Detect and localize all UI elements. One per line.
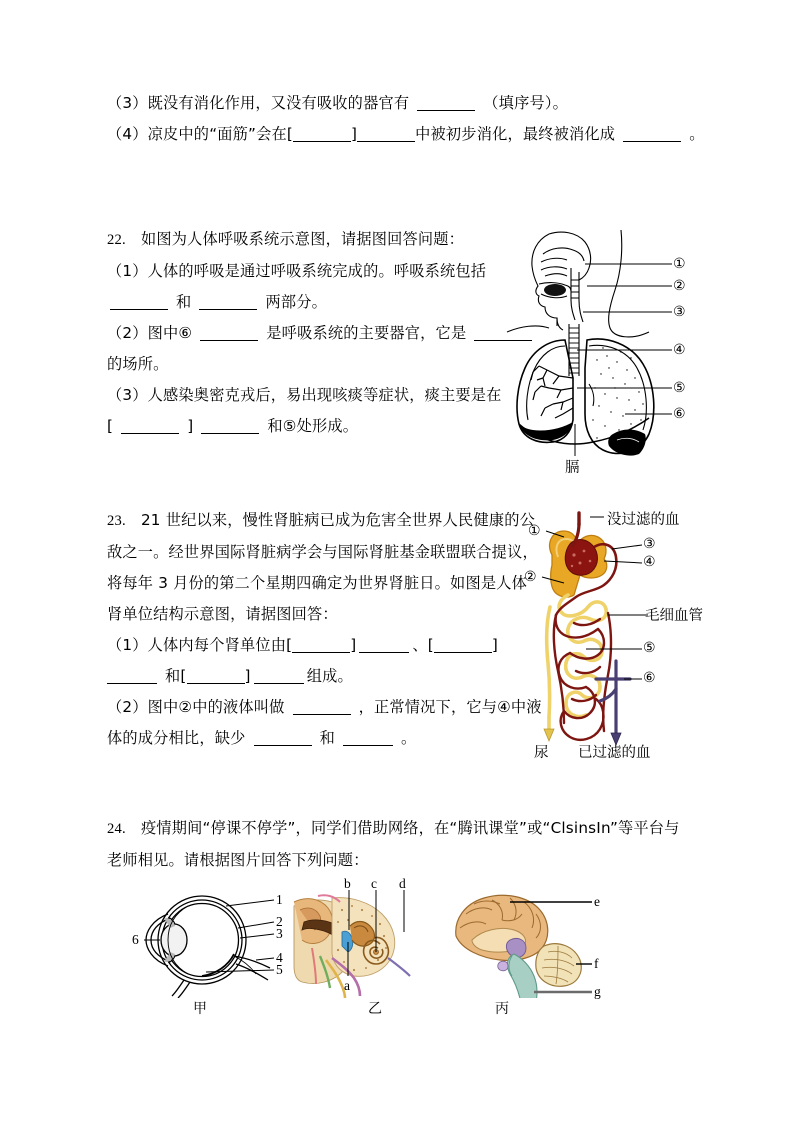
nephron-label-4: ④ bbox=[643, 555, 656, 570]
answer-blank[interactable] bbox=[293, 714, 351, 715]
answer-blank[interactable] bbox=[254, 683, 304, 684]
diaphragm-label: 膈 bbox=[565, 460, 580, 476]
brain-diagram bbox=[452, 888, 622, 998]
carryover-sub4-a: （4）凉皮中的“面筋”会在[ bbox=[107, 125, 293, 143]
carryover-sub4-c: 中被初步消化，最终被消化成 bbox=[415, 125, 616, 143]
answer-blank[interactable] bbox=[359, 652, 409, 653]
answer-blank[interactable] bbox=[417, 110, 475, 111]
q24-stem-1: 疫情期间“停课不停学”，同学们借助网络，在“腾讯课堂”或“ClsinsIn”等平台与 bbox=[140, 819, 680, 837]
brain-figure-caption: 丙 bbox=[495, 1001, 509, 1017]
q23-stem-line3 bbox=[107, 568, 527, 599]
ear-label-a: a bbox=[344, 978, 350, 993]
respiratory-system-diagram bbox=[497, 228, 697, 478]
answer-blank[interactable] bbox=[200, 340, 258, 341]
q23-sub1-a: （1）人体内每个肾单位由[ bbox=[107, 636, 293, 654]
question-22-block bbox=[107, 224, 527, 442]
q22-sub3-b: [ bbox=[107, 417, 114, 435]
unfiltered-blood-label: 没过滤的血 bbox=[607, 512, 680, 528]
answer-blank[interactable] bbox=[121, 433, 179, 434]
q23-number: 23. bbox=[107, 513, 126, 529]
urine-label: 尿 bbox=[534, 745, 549, 761]
respiratory-label-4: ④ bbox=[673, 343, 686, 358]
eye-figure-caption: 甲 bbox=[193, 1001, 207, 1017]
nephron-label-6: ⑥ bbox=[643, 671, 656, 686]
q22-sub1-line1 bbox=[107, 256, 527, 287]
eye-label-1: 1 bbox=[276, 892, 283, 907]
carryover-sub3-tail: （填序号）。 bbox=[483, 94, 569, 112]
filtered-blood-label: 已过滤的血 bbox=[578, 745, 651, 761]
q22-sub1-line2 bbox=[107, 287, 527, 318]
q22-sub2-line1 bbox=[107, 318, 527, 349]
q23-sub1-g: 组成。 bbox=[306, 667, 353, 685]
nephron-label-3: ③ bbox=[643, 537, 656, 552]
q23-sub1-e: 和[ bbox=[165, 667, 187, 685]
q22-sub2-a: （2）图中⑥ bbox=[107, 324, 193, 342]
nephron-label-1: ① bbox=[528, 524, 541, 539]
q22-stem-text: 如图为人体呼吸系统示意图，请据图回答问题： bbox=[140, 230, 465, 248]
q23-sub1-line2 bbox=[107, 661, 527, 692]
answer-blank[interactable] bbox=[292, 652, 350, 653]
q23-sub1-f: ] bbox=[244, 667, 251, 685]
answer-blank[interactable] bbox=[254, 745, 312, 746]
respiratory-label-6: ⑥ bbox=[673, 407, 686, 422]
ear-label-d: d bbox=[399, 876, 406, 891]
q22-sub3-a: （3）人感染奥密克戎后，易出现咳痰等症状，痰主要是在 bbox=[107, 386, 502, 404]
answer-blank[interactable] bbox=[201, 433, 259, 434]
brain-label-g: g bbox=[594, 984, 601, 999]
carryover-sub4 bbox=[107, 119, 705, 150]
q23-sub1-d: ] bbox=[491, 636, 499, 654]
q23-sub2-e: 。 bbox=[401, 729, 417, 747]
answer-blank[interactable] bbox=[357, 141, 415, 142]
q22-sub2-b: 是呼吸系统的主要器官，它是 bbox=[266, 324, 467, 342]
q24-number: 24. bbox=[107, 821, 126, 837]
q23-sub1-line1 bbox=[107, 630, 527, 661]
nephron-label-5: ⑤ bbox=[643, 641, 656, 656]
carryover-sub4-tail: 。 bbox=[689, 125, 705, 143]
answer-blank[interactable] bbox=[187, 683, 245, 684]
q23-stem-2: 敌之一。经世界国际肾脏病学会与国际肾脏基金联盟联合提议， bbox=[107, 543, 538, 561]
question-23-block bbox=[107, 505, 542, 754]
q22-number: 22. bbox=[107, 232, 126, 248]
q23-stem-1: 21 世纪以来，慢性肾脏病已成为危害全世界人民健康的公 bbox=[140, 511, 535, 529]
answer-blank[interactable] bbox=[110, 309, 168, 310]
eye-label-2: 2 bbox=[276, 914, 283, 929]
q22-sub1-mid: 和 bbox=[176, 293, 192, 311]
ear-label-b: b bbox=[344, 876, 351, 891]
eye-label-6: 6 bbox=[132, 932, 139, 947]
q22-sub1-tail: 两部分。 bbox=[265, 293, 328, 311]
q23-sub2-line1 bbox=[107, 692, 542, 723]
carryover-sub3 bbox=[107, 88, 687, 119]
q23-stem-line1 bbox=[107, 505, 535, 537]
respiratory-label-2: ② bbox=[673, 279, 686, 294]
nephron-label-2: ② bbox=[524, 570, 537, 585]
q24-stem-2: 老师相见。请根据图片回答下列问题： bbox=[107, 851, 369, 869]
q22-sub1-text: （1）人体的呼吸是通过呼吸系统完成的。呼吸系统包括 bbox=[107, 262, 487, 280]
answer-blank[interactable] bbox=[623, 141, 681, 142]
q23-sub2-a: （2）图中②中的液体叫做 bbox=[107, 698, 285, 716]
q23-sub1-b: ] bbox=[350, 636, 357, 654]
carryover-sub3-text: （3）既没有消化作用，又没有吸收的器官有 bbox=[107, 94, 410, 112]
q23-sub2-line2 bbox=[107, 723, 527, 754]
q22-sub2-line2 bbox=[107, 349, 527, 380]
eye-label-5: 5 bbox=[276, 962, 283, 977]
ear-diagram bbox=[292, 876, 442, 998]
brain-label-e: e bbox=[594, 894, 600, 909]
q22-sub3-c: ] bbox=[187, 417, 194, 435]
q23-sub2-c: 体的成分相比，缺少 bbox=[107, 729, 246, 747]
q22-stem bbox=[107, 224, 527, 256]
respiratory-label-1: ① bbox=[673, 257, 686, 272]
q23-sub2-d: 和 bbox=[319, 729, 335, 747]
brain-label-f: f bbox=[594, 956, 599, 971]
ear-label-c: c bbox=[371, 876, 377, 891]
carryover-question-block bbox=[107, 88, 705, 150]
q22-sub3-line2 bbox=[107, 411, 527, 442]
answer-blank[interactable] bbox=[293, 141, 351, 142]
respiratory-label-3: ③ bbox=[673, 305, 686, 320]
q23-stem-line2 bbox=[107, 537, 538, 568]
q23-stem-3: 将每年 3 月份的第二个星期四确定为世界肾脏日。如图是人体 bbox=[107, 574, 527, 592]
capillary-label: 毛细血管 bbox=[645, 608, 703, 624]
eye-label-3: 3 bbox=[276, 926, 283, 941]
q24-stem-line1 bbox=[107, 813, 707, 845]
nephron-diagram bbox=[512, 503, 702, 763]
answer-blank[interactable] bbox=[434, 652, 492, 653]
question-24-block bbox=[107, 813, 707, 876]
respiratory-label-5: ⑤ bbox=[673, 381, 686, 396]
q23-stem-line4 bbox=[107, 599, 527, 630]
answer-blank[interactable] bbox=[199, 309, 257, 310]
q22-sub3-line1 bbox=[107, 380, 527, 411]
answer-blank[interactable] bbox=[107, 683, 157, 684]
q23-sub2-b: ，正常情况下，它与④中液 bbox=[358, 698, 542, 716]
answer-blank[interactable] bbox=[343, 745, 393, 746]
q22-sub2-c: 的场所。 bbox=[107, 355, 169, 373]
q22-sub3-d: 和⑤处形成。 bbox=[267, 417, 359, 435]
ear-figure-caption: 乙 bbox=[368, 1001, 382, 1017]
eye-diagram bbox=[130, 888, 290, 998]
q23-sub1-c: 、[ bbox=[412, 636, 434, 654]
carryover-sub4-b: ] bbox=[351, 125, 358, 143]
eye-label-4: 4 bbox=[276, 950, 283, 965]
q24-stem-line2 bbox=[107, 845, 707, 876]
q23-stem-4: 肾单位结构示意图，请据图回答： bbox=[107, 605, 338, 623]
